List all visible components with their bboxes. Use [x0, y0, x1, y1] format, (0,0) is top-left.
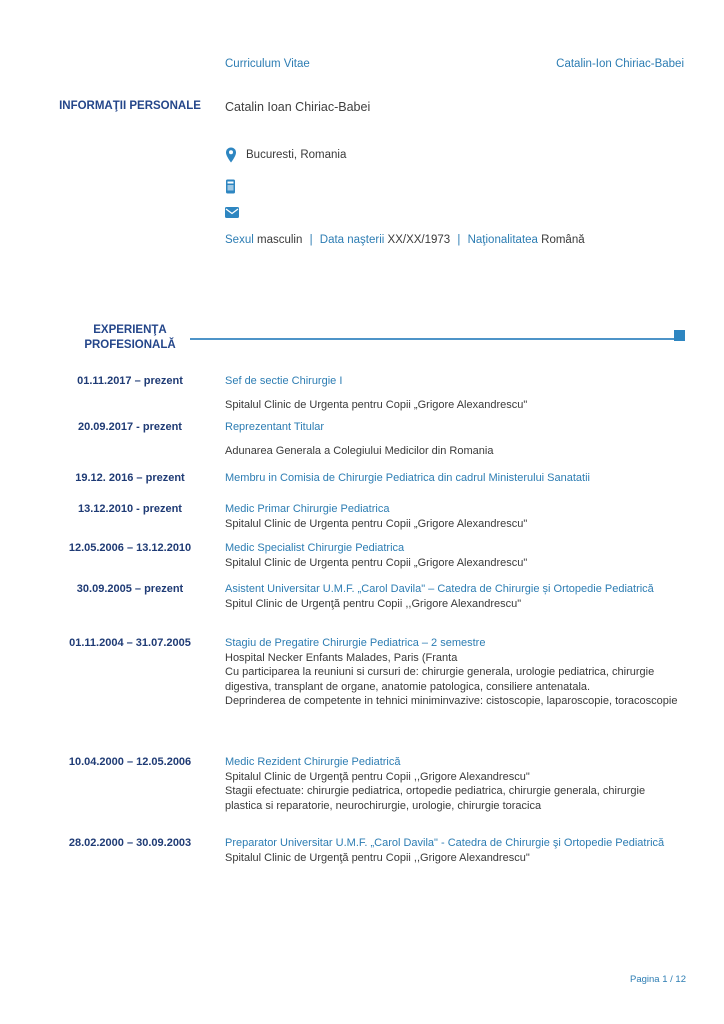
experience-entry [0, 636, 724, 709]
email-envelope-icon [225, 207, 239, 218]
sex-value: masculin [256, 234, 303, 246]
birthdate-value: XX/XX/1973 [387, 234, 451, 246]
entry-period: 13.12.2010 - prezent [78, 503, 182, 515]
entry-period: 12.05.2006 – 13.12.2010 [68, 542, 192, 554]
personal-info-section-label: INFORMAŢII PERSONALE [59, 100, 201, 112]
entry-title: Medic Rezident Chirurgie Pediatrică [225, 756, 401, 768]
entry-title: Stagiu de Pregatire Chirurgie Pediatrica – 2 semestre [225, 637, 486, 649]
entry-detail: Spitalul Clinic de Urgenţă pentru Copii ,,Grigore Alexandrescu" [225, 770, 530, 783]
experience-label-line2: PROFESIONALĂ [84, 339, 176, 351]
entry-title: Reprezentant Titular [225, 421, 325, 433]
nationality-value: Română [541, 234, 585, 246]
entry-detail: Spitul Clinic de Urgenţă pentru Copii ,,Grigore Alexandrescu" [225, 597, 522, 610]
nationality-label: Naţionalitatea [467, 234, 538, 246]
entry-period: 01.11.2017 – prezent [77, 375, 183, 387]
entry-period: 10.04.2000 – 12.05.2006 [68, 756, 192, 768]
address-row [0, 147, 724, 163]
entry-detail: Spitalul Clinic de Urgenţă pentru Copii ,,Grigore Alexandrescu" [225, 851, 530, 864]
experience-entry [0, 471, 724, 486]
separator: | [457, 234, 461, 246]
personal-info-row [0, 100, 724, 114]
entry-title: Sef de sectie Chirurgie I [225, 375, 343, 387]
birthdate-label: Data naşterii [319, 234, 385, 246]
entry-title: Medic Primar Chirurgie Pediatrica [225, 503, 390, 515]
experience-entry [0, 374, 724, 412]
entry-title: Asistent Universitar U.M.F. „Carol Davila" – Catedra de Chirurgie și Ortopedie Pediatrică [225, 583, 654, 595]
location-pin-icon [225, 147, 237, 163]
entry-title: Medic Specialist Chirurgie Pediatrica [225, 542, 405, 554]
doc-title: Curriculum Vitae [225, 58, 310, 70]
entry-detail: Deprinderea de competente in tehnici miniminvazive: cistoscopie, laparoscopie, toracoscopie [225, 695, 678, 707]
experience-label-line1: EXPERIENŢA [93, 324, 167, 336]
demographics-row [0, 234, 724, 246]
entry-detail: Spitalul Clinic de Urgenta pentru Copii „Grigore Alexandrescu" [225, 398, 528, 411]
entry-detail: Hospital Necker Enfants Malades, Paris (Franta [225, 651, 458, 664]
entry-title: Membru in Comisia de Chirurgie Pediatrica din cadrul Ministerului Sanatatii [225, 472, 590, 484]
experience-entry [0, 836, 724, 865]
entry-period: 30.09.2005 – prezent [76, 583, 184, 595]
entry-period: 19.12. 2016 – prezent [75, 472, 185, 484]
entry-period: 20.09.2017 - prezent [78, 421, 182, 433]
entry-detail: Adunarea Generala a Colegiului Medicilor din Romania [225, 444, 494, 457]
entry-detail: Cu participarea la reuniuni si cursuri de: chirurgie generala, urologie pediatrica, chirurgie digestiva, transplant de organe, anatomie patologica, consiliere antenatala. [225, 666, 655, 693]
section-divider-square [674, 330, 685, 341]
email-row [0, 207, 724, 218]
experience-entry [0, 420, 724, 458]
document-header [225, 58, 684, 70]
experience-entry [0, 582, 724, 611]
doc-author: Catalin-Ion Chiriac-Babei [556, 58, 684, 70]
entry-title: Preparator Universitar U.M.F. „Carol Davila" - Catedra de Chirurgie şi Ortopedie Pediatrică [225, 837, 665, 849]
sex-label: Sexul [225, 234, 254, 246]
entry-detail: Spitalul Clinic de Urgenta pentru Copii „Grigore Alexandrescu" [225, 556, 528, 569]
experience-entry [0, 541, 724, 570]
entry-period: 28.02.2000 – 30.09.2003 [68, 837, 192, 849]
mobile-phone-icon [225, 179, 236, 194]
entry-period: 01.11.2004 – 31.07.2005 [69, 637, 191, 649]
entry-detail: Spitalul Clinic de Urgenta pentru Copii „Grigore Alexandrescu" [225, 517, 528, 530]
entry-detail: Stagii efectuate: chirurgie pediatrica, ortopedie pediatrica, chirurgie generala, chirurgie plastica si reparatorie, neurochirurgie, urologie, chirurgie toracica [225, 785, 646, 812]
separator: | [309, 234, 313, 246]
phone-row [0, 179, 724, 194]
experience-entry [0, 502, 724, 531]
experience-entry [0, 755, 724, 813]
page-number: Pagina 1 / 12 [630, 974, 686, 985]
section-divider-line [190, 338, 685, 340]
address-text: Bucuresti, Romania [246, 149, 347, 161]
person-name: Catalin Ioan Chiriac-Babei [225, 100, 371, 114]
